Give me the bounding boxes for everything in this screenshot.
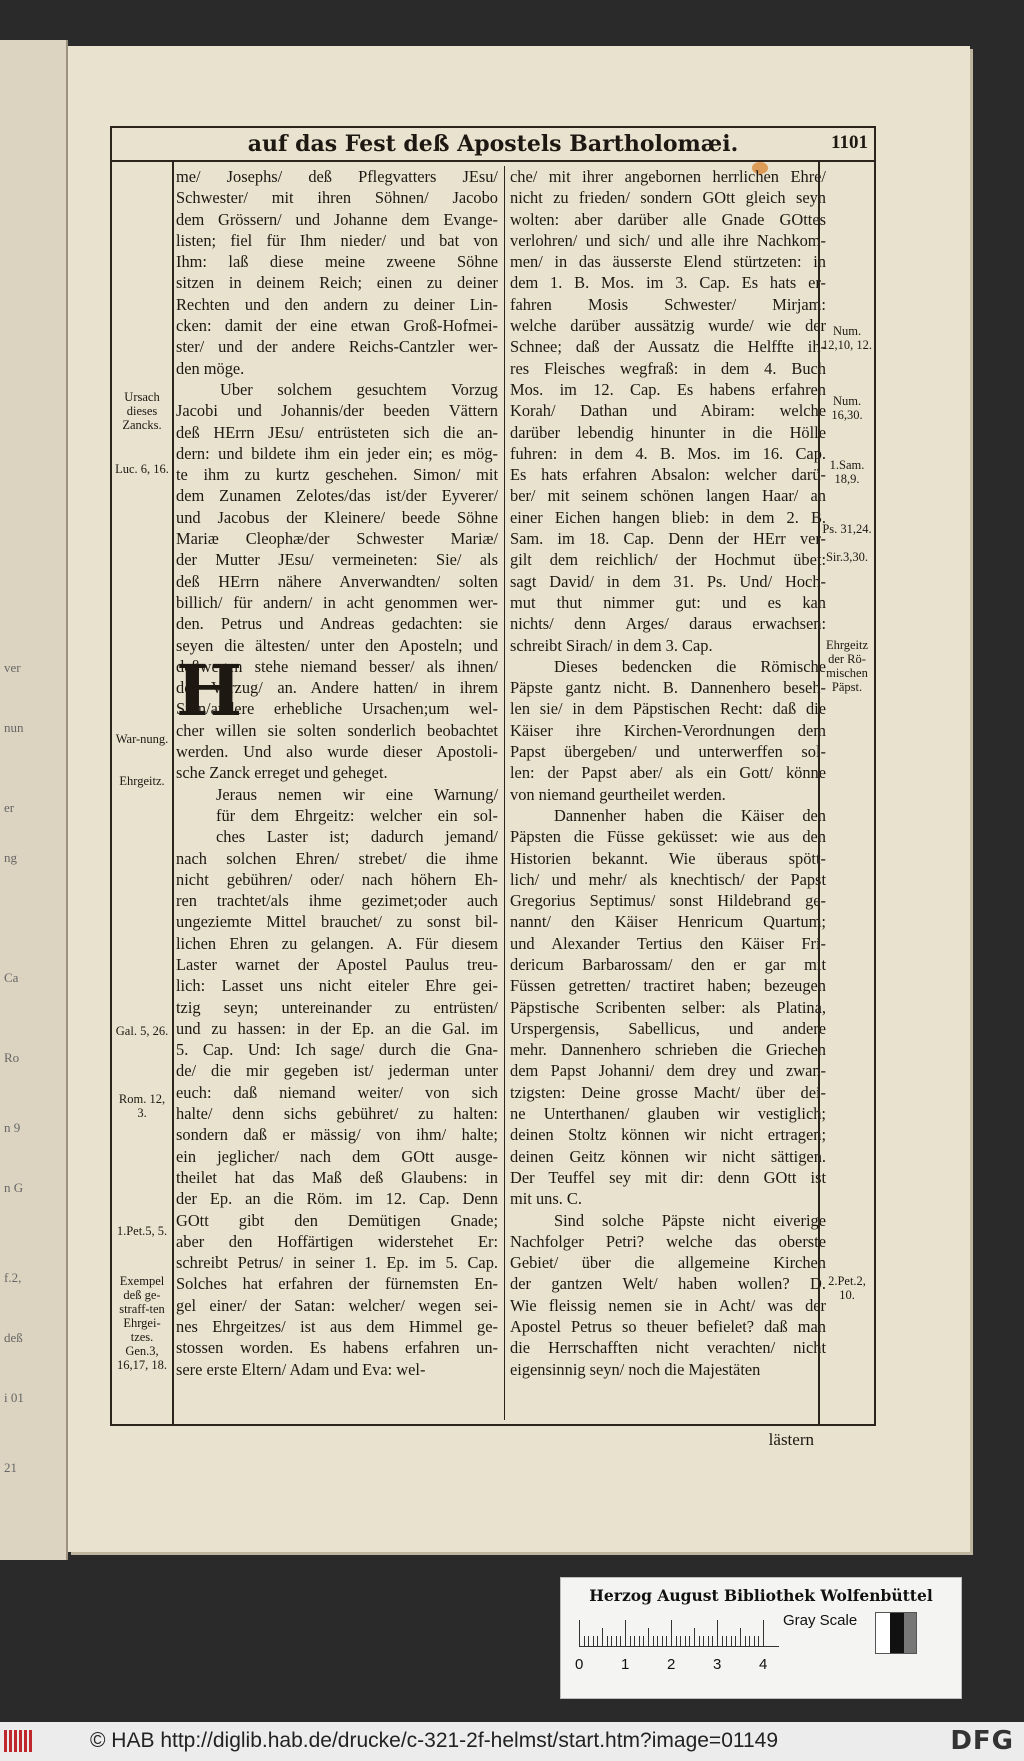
left-page-fragment: n G [4, 1180, 24, 1195]
text-line: Laster warnet der Apostel Paulus treu- [176, 954, 498, 974]
text-line: den möge. [176, 358, 245, 378]
text-line: ein jeglicher/ nach dem GOtt ausge- [176, 1146, 498, 1166]
text-line: Mariæ Cleophæ/der Schwester Mariæ/ [176, 529, 498, 549]
text-line: billich/ für andern/ in acht genommen wer- [176, 592, 498, 612]
text-line: seyen die ältesten/ unter den Aposteln; und [176, 635, 498, 655]
ruler-tick [708, 1636, 709, 1646]
text-line: stossen worden. Es habens erfahren un- [176, 1338, 498, 1358]
text-line: Jeraus nemen wir eine Warnung/ [216, 784, 498, 804]
text-line: der gantzen Welt/ haben wollen? D. [510, 1274, 826, 1294]
text-line: dericum Barbarossam/ den er gar mit [510, 954, 826, 974]
left-page-fragment: i 01 [4, 1390, 24, 1405]
text-line: wolten: aber darüber alle Gnade GOttes [510, 209, 826, 229]
text-line: tzigsten: Deine grosse Macht/ über dei- [510, 1082, 826, 1102]
text-line: deinen Geitz können wir nicht sättigen. [510, 1146, 826, 1166]
text-line: der Vorzug/ an. Andere hatten/ in ihrem [176, 678, 498, 698]
ruler-tick [602, 1628, 603, 1646]
left-page-fragment: 21 [4, 1460, 17, 1475]
ruler-tick [643, 1636, 644, 1646]
text-line: Korah/ Dathan und Abiram: welche [510, 401, 826, 421]
text-line: dern: und bildete ihm ein jeder ein; es mög- [176, 443, 498, 463]
margin-note: Sir.3,30. [825, 550, 869, 564]
ruler-tick [653, 1636, 654, 1646]
text-line: sere erste Eltern/ Adam und Eva: wel- [176, 1359, 426, 1379]
text-line: Urspergensis, Sabellicus, und andere [510, 1018, 826, 1038]
book-page [68, 46, 970, 1552]
text-line: mit uns. C. [510, 1189, 582, 1209]
text-line: Papst übergeben/ und unterwerffen sol- [510, 742, 826, 762]
ruler-tick [712, 1636, 713, 1646]
text-line: lich/ und mehr/ als knechtisch/ der Papst [510, 869, 826, 889]
ruler-tick [625, 1620, 626, 1646]
text-line: Schnee; daß der Aussatz die Helffte ih- [510, 337, 826, 357]
left-page-fragment: Ro [4, 1050, 20, 1065]
text-line: sitzen in deinem Reich; einen zu deiner [176, 273, 498, 293]
ruler-number: 1 [621, 1656, 630, 1673]
ruler-tick [616, 1636, 617, 1646]
text-line: Käiser ihre Kirchen-Verordnungen dem [510, 720, 826, 740]
text-line: dem Grössern/ und Johanne dem Evange- [176, 209, 498, 229]
margin-note: 1.Sam. 18,9. [829, 458, 865, 486]
text-line: nichts/ denn Arges/ daraus erwachsen: [510, 614, 826, 634]
text-line: deßwegen stehe niemand besser/ als ihnen/ [176, 656, 498, 676]
ruler-tick [671, 1620, 672, 1646]
text-line: den. Petrus und Andreas gedachten: sie [176, 614, 498, 634]
text-line: Mos. im 12. Cap. Es habens erfahren [510, 379, 826, 399]
ruler-tick [584, 1636, 585, 1646]
text-line: ren trachtet/als ihme gezimet;oder auch [176, 891, 498, 911]
text-line: Der Teuffel sey mit dir: denn GOtt ist [510, 1167, 826, 1187]
running-title: auf das Fest deß Apostels Bartholomæi. [247, 131, 739, 157]
text-line: mehr. Dannenhero schrieben die Griechen [510, 1040, 826, 1060]
ruler-number: 2 [667, 1656, 676, 1673]
text-line: und Jacobus der Kleinere/ beede Söhne [176, 507, 498, 527]
text-line: me/ Josephs/ deß Pflegvatters JEsu/ [176, 167, 498, 186]
text-line: halte/ denn sichs gebühret/ zu halten: [176, 1104, 498, 1124]
text-line: lich: Lasset uns nicht eiteler Ehre gei- [176, 976, 498, 996]
left-margin-notes [112, 162, 174, 1424]
text-line: Rechten und den andern zu deiner Lin- [176, 294, 498, 314]
ruler-number: 3 [713, 1656, 722, 1673]
text-line: Nachfolger Petri? welche das oberste [510, 1231, 826, 1251]
text-line: dem Papst Johanni/ dem drey und zwan- [510, 1061, 826, 1081]
text-line: che/ mit ihrer angebornen herrlichen Ehre/ [510, 167, 826, 186]
text-line: Sam. im 18. Cap. Denn der HErr ver- [510, 529, 826, 549]
footer-bar [0, 1722, 1024, 1761]
text-line: GOtt gibt den Demütigen Gnade; [176, 1210, 498, 1230]
text-line: listen; fiel für Ihm nieder/ und bat von [176, 230, 498, 250]
ruler-tick [758, 1636, 759, 1646]
text-line: welche darüber aussätzig wurde/ wie der [510, 316, 826, 336]
text-line: für dem Ehrgeitz: welcher ein sol- [216, 805, 498, 825]
ruler-tick [676, 1636, 677, 1646]
ruler-tick [579, 1620, 580, 1646]
text-line: ber/ mit seinem schönen langen Haar/ an [510, 486, 826, 506]
text-line: dem 1. B. Mos. im 3. Cap. Es hats er- [510, 273, 826, 293]
margin-note: Luc. 6, 16. [115, 462, 169, 476]
text-line: Sind solche Päpste nicht eiverige [554, 1210, 826, 1230]
text-line: Gebiet/ über die allgemeine Kirchen [510, 1253, 826, 1273]
footer-url[interactable]: © HAB http://diglib.hab.de/drucke/c-321-2f-helmst/start.htm?image=01149 [90, 1729, 779, 1752]
text-line: Ihm: laß diese meine zweene Söhne [176, 252, 498, 272]
ruler-tick [726, 1636, 727, 1646]
ruler-tick [593, 1636, 594, 1646]
text-line: theilet hat das Maß deß Glaubens: in [176, 1167, 498, 1187]
text-line: darüber lebendig hinunter in die Hölle [510, 422, 826, 442]
left-page-fragment: nun [4, 720, 24, 735]
text-line: fahren Mosis Schwester/ Mirjam: [510, 294, 826, 314]
ruler-tick [735, 1636, 736, 1646]
ruler-number: 0 [575, 1656, 584, 1673]
text-line: Historien bekannt. Wie überaus spött- [510, 848, 826, 868]
ruler-tick [694, 1628, 695, 1646]
ruler-tick [611, 1636, 612, 1646]
text-line: te ihm zu kurtz geschehen. Simon/ mit [176, 465, 498, 485]
text-line: cken: damit der eine etwan Groß-Hofmei- [176, 316, 498, 336]
left-page-fragment: f.2, [4, 1270, 22, 1285]
column-left [176, 166, 498, 1420]
ruler-tick [740, 1628, 741, 1646]
left-page-fragment: deß [4, 1330, 23, 1345]
text-line: res Fleisches wegfraß: in dem 4. Buch [510, 358, 826, 378]
ruler-tick [754, 1636, 755, 1646]
text-line: Füssen getretten/ tractiret haben; bezeugen [510, 976, 826, 996]
text-line: Gregorius Septimus/ sonst Hildebrand ge- [510, 891, 826, 911]
left-page-fragment: er [4, 800, 15, 815]
text-line: nes Ehrgeitzes/ ist aus dem Himmel ge- [176, 1317, 498, 1337]
text-line: ungeziemte Mittel brauchet/ zu sonst bil- [176, 912, 498, 932]
margin-note: Exempel deß ge-straff-ten Ehrgei-tzes. Gen.3, 16,17, 18. [117, 1274, 167, 1372]
text-line: nicht gebühren/ oder/ nach höhern Eh- [176, 869, 498, 889]
text-line: sagt David/ in dem 31. Ps. Und/ Hoch- [510, 571, 826, 591]
page-body [112, 162, 874, 1424]
text-line: men/ in das äusserste Elend stürtzeten: in [510, 252, 826, 272]
ruler-number: 4 [759, 1656, 768, 1673]
text-line: die Herrschafften nicht verachten/ nicht [510, 1338, 826, 1358]
margin-note: Rom. 12, 3. [118, 1092, 166, 1120]
right-margin-notes [818, 162, 874, 1424]
institution-name: Herzog August Bibliothek Wolfenbüttel [589, 1586, 933, 1605]
text-line: eigensinnig seyn/ noch die Majestäten [510, 1359, 761, 1379]
margin-note: Num. 16,30. [831, 394, 863, 422]
margin-note: War-nung. [115, 732, 169, 746]
ruler-tick [689, 1636, 690, 1646]
dfg-logo: DFG [950, 1726, 1014, 1756]
ruler-tick [703, 1636, 704, 1646]
text-line: sondern daß er mässig/ von ihm/ halte; [176, 1125, 498, 1145]
left-page-fragment: ver [4, 660, 21, 675]
left-page-fragment: ng [4, 850, 17, 865]
text-line: ne Unterthanen/ glauben wir vestiglich; [510, 1104, 826, 1124]
ruler-tick [749, 1636, 750, 1646]
text-line: Päpsten die Füsse geküsset: wie aus den [510, 827, 826, 847]
running-head [112, 128, 874, 162]
gray-scale-label: Gray Scale [783, 1612, 858, 1629]
text-line: Päpste gantz nicht. B. Dannenhero beseh- [510, 678, 826, 698]
margin-note: Ehrgeitz. [119, 774, 165, 788]
ruler-tick [597, 1636, 598, 1646]
text-line: Solches hat erfahren der fürnemsten En- [176, 1274, 498, 1294]
left-page-fragment: n 9 [4, 1120, 21, 1135]
ruler-tick [657, 1636, 658, 1646]
text-line: Dieses bedencken die Römische [554, 656, 826, 676]
ruler-tick [699, 1636, 700, 1646]
text-line: werden. Und also wurde dieser Apostoli- [176, 742, 498, 762]
ruler-tick [588, 1636, 589, 1646]
ruler-tick [685, 1636, 686, 1646]
text-line: len sie/ in dem Päpstischen Recht: daß die [510, 699, 826, 719]
ruler-tick [607, 1636, 608, 1646]
text-line: ches Laster ist; dadurch jemand/ [216, 827, 498, 847]
text-line: Wie fleissig nemen sie in Acht/ was der [510, 1295, 826, 1315]
text-line: Es hats erfahren Absalon: welcher darü- [510, 465, 826, 485]
margin-note: 2.Pet.2, 10. [828, 1274, 866, 1302]
text-line: Schwester/ mit ihren Söhnen/ Jacobo [176, 188, 498, 208]
margin-note: Ehrgeitz der Rö-mischen Päpst. [825, 638, 869, 694]
margin-note: 1.Pet.5, 5. [116, 1224, 168, 1238]
text-line: nannt/ den Käiser Henricum Quartum; [510, 912, 826, 932]
text-line: ster/ und der andere Reichs-Cantzler wer- [176, 337, 498, 357]
text-line: Apostel Petrus so theuer befielet? daß man [510, 1317, 826, 1337]
text-line: der Mutter JEsu/ vermeineten: Sie/ als [176, 550, 498, 570]
ruler-tick [717, 1620, 718, 1646]
text-line: lichen Ehren zu gelangen. A. Für diesem [176, 933, 498, 953]
text-line: gel einer/ der Satan: welcher/ wegen sei- [176, 1295, 498, 1315]
margin-note: Gal. 5, 26. [115, 1024, 169, 1038]
drop-capital: H [176, 649, 243, 732]
text-line: gilt dem reichlich/ der Hochmut übet: [510, 550, 826, 570]
text-line: cher willen sie solten sonderlich beobachtet [176, 720, 498, 740]
text-line: nach solchen Ehren/ strebet/ die ihme [176, 848, 498, 868]
margin-note: Ursach dieses Zancks. [122, 390, 162, 432]
text-line: deß HErrn JEsu/ entrüsteten sich die an- [176, 422, 498, 442]
ruler-tick [745, 1636, 746, 1646]
text-line: Dannenher haben die Käiser den [554, 805, 826, 825]
text-line: 5. Cap. Und: Ich sage/ durch die Gna- [176, 1040, 498, 1060]
text-line: Päpstische Scribenten selber: als Platina, [510, 997, 826, 1017]
text-line: deinen Stoltz können wir nicht ertragen; [510, 1125, 826, 1145]
text-line: de/ die mir gegeben ist/ jederman unter [176, 1061, 498, 1081]
text-line: tzig seyn; untereinander zu entrüsten/ [176, 997, 498, 1017]
left-page-edge [0, 40, 68, 1560]
ruler-tick [722, 1636, 723, 1646]
column-right [504, 166, 826, 1420]
text-line: Uber solchem gesuchtem Vorzug [220, 379, 498, 399]
ruler-tick [763, 1620, 764, 1646]
text-line: len: der Papst aber/ als ein Gott/ könne [510, 763, 826, 783]
catchword: lästern [768, 1430, 814, 1449]
folio-number: 1101 [831, 132, 868, 153]
ruler-tick [666, 1636, 667, 1646]
ruler-tick [639, 1636, 640, 1646]
text-line: deß HErrn nähere Anverwandten/ solten [176, 571, 498, 591]
text-line: fuhren: in dem 4. B. Mos. im 16. Cap. [510, 443, 826, 463]
text-line: der Ep. an die Röm. im 12. Cap. Denn [176, 1189, 498, 1209]
ruler-tick [620, 1636, 621, 1646]
ruler-labels [575, 1656, 815, 1676]
text-line: nicht zu frieden/ sondern GOtt gleich seyn [510, 188, 826, 208]
text-line: Jacobi und Johannis/der beeden Vättern [176, 401, 498, 421]
ruler-tick [680, 1636, 681, 1646]
margin-note: Ps. 31,24. [822, 522, 872, 536]
text-line: und zu hassen: in der Ep. an die Gal. im [176, 1018, 498, 1038]
text-line: verlohren/ und sich/ und alle ihre Nachkom- [510, 230, 826, 250]
ruler-scale [579, 1618, 779, 1647]
hab-logo-icon [4, 1730, 48, 1752]
text-line: und Alexander Tertius den Käiser Fri- [510, 933, 826, 953]
margin-note: Num. 12,10, 12. [822, 324, 872, 352]
text-frame [110, 126, 876, 1449]
ruler-tick [648, 1628, 649, 1646]
text-line: schreibt Petrus/ in seiner 1. Ep. im 5. Cap. [176, 1253, 498, 1273]
ruler-tick [630, 1636, 631, 1646]
text-line: dem Zunamen Zelotes/das ist/der Eyverer/ [176, 486, 498, 506]
ruler-tick [662, 1636, 663, 1646]
text-line: schreibt Sirach/ in dem 3. Cap. [510, 635, 713, 655]
text-line: einer Eichen hangen blieb: in dem 2. B. [510, 507, 826, 527]
text-line: von niemand geurtheilet werden. [510, 784, 726, 804]
left-page-fragment: Ca [4, 970, 19, 985]
color-calibration-card [560, 1577, 962, 1699]
text-line: sche Zanck erreget und geheget. [176, 763, 388, 783]
gray-scale-swatch [875, 1612, 917, 1654]
text-line: Sinn/andere erhebliche Ursachen;um wel- [176, 699, 498, 719]
text-line: euch: daß niemand weiter/ von sich [176, 1082, 498, 1102]
text-line: aber den Hoffärtigen widerstehet Er: [176, 1231, 498, 1251]
text-line: mut thut nimmer gut: und es kan [510, 592, 826, 612]
ruler-tick [731, 1636, 732, 1646]
ruler-tick [634, 1636, 635, 1646]
